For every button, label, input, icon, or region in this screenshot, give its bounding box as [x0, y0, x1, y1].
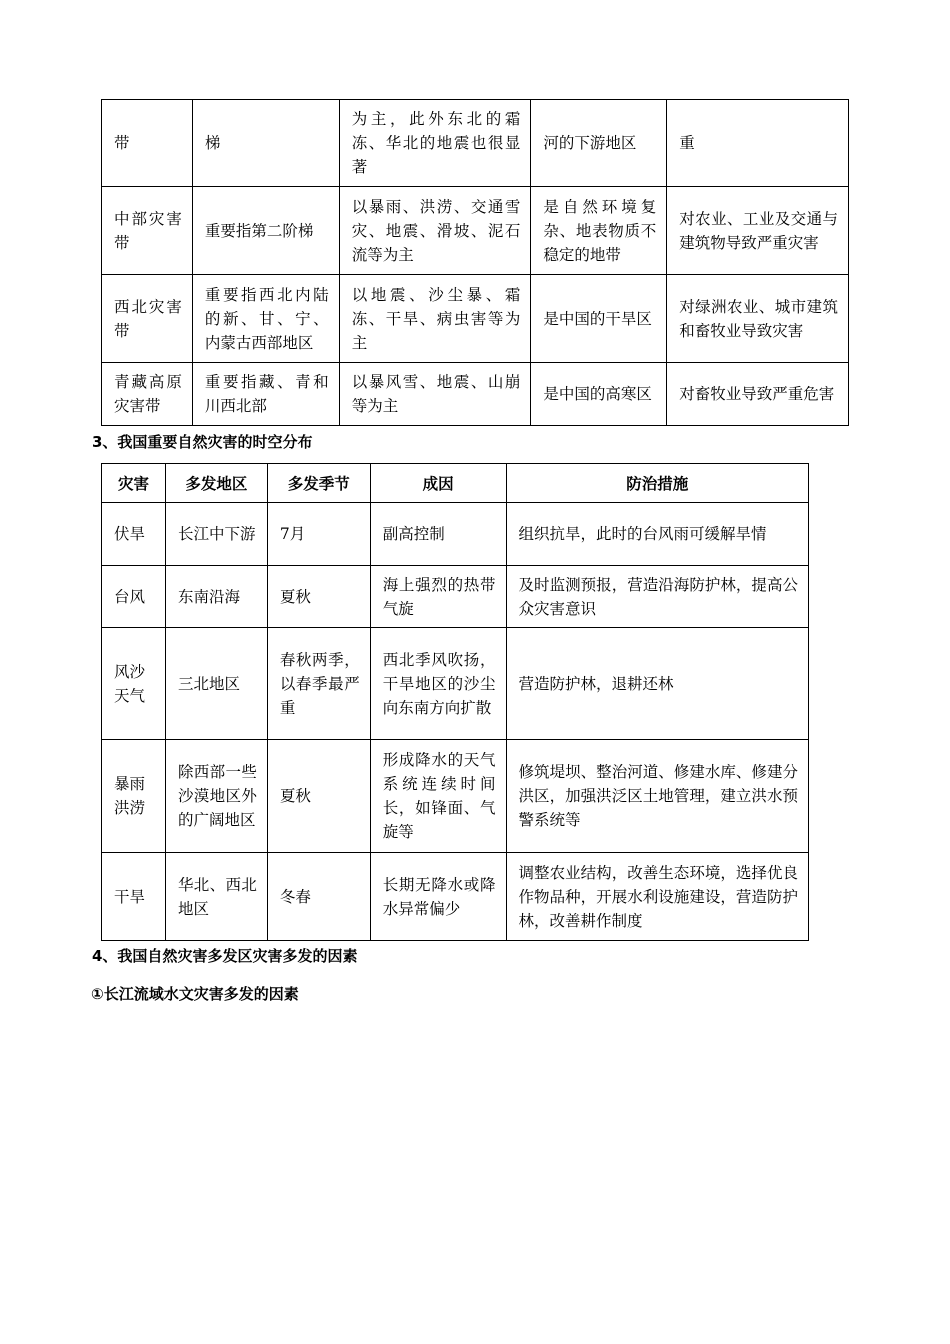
table-cell: 7月 — [267, 503, 370, 566]
table-cell: 华北、西北地区 — [165, 853, 267, 941]
table-cell: 以暴雨、洪涝、交通雪灾、地震、滑坡、泥石流等为主 — [339, 187, 531, 275]
table-cell: 梯 — [192, 100, 339, 187]
table-cell: 重要指第二阶梯 — [192, 187, 339, 275]
table-header: 多发地区 — [165, 464, 267, 503]
table-row — [102, 853, 809, 941]
table-header: 防治措施 — [506, 464, 808, 503]
table-cell: 对绿洲农业、城市建筑和畜牧业导致灾害 — [667, 275, 849, 363]
table-cell: 台风 — [102, 566, 166, 628]
table-cell: 重要指西北内陆的新、甘、宁、内蒙古西部地区 — [192, 275, 339, 363]
table-cell: 西北灾害带 — [102, 275, 193, 363]
table-row — [102, 187, 849, 275]
table-row — [102, 628, 809, 740]
table-cell: 河的下游地区 — [531, 100, 667, 187]
table-cell: 是中国的高寒区 — [531, 363, 667, 426]
table-cell: 带 — [102, 100, 193, 187]
disaster-belt-table — [101, 99, 849, 426]
table-cell: 风沙天气 — [102, 628, 166, 740]
table-row — [102, 503, 809, 566]
table-cell: 是自然环境复杂、地表物质不稳定的地带 — [531, 187, 667, 275]
table-cell: 夏秋 — [267, 566, 370, 628]
table-cell: 为主，此外东北的霜冻、华北的地震也很显著 — [339, 100, 531, 187]
table-cell: 长期无降水或降水异常偏少 — [370, 853, 506, 941]
table-row — [102, 275, 849, 363]
table-row — [102, 740, 809, 853]
table-row — [102, 566, 809, 628]
table-cell: 重要指藏、青和川西北部 — [192, 363, 339, 426]
table-cell: 冬春 — [267, 853, 370, 941]
table-header: 成因 — [370, 464, 506, 503]
table-cell: 除西部一些沙漠地区外的广阔地区 — [165, 740, 267, 853]
table-header: 多发季节 — [267, 464, 370, 503]
section-heading-4: 4、我国自然灾害多发区灾害多发的因素 — [92, 947, 358, 965]
table-cell: 调整农业结构，改善生态环境，选择优良作物品种，开展水利设施建设，营造防护林，改善耕作制度 — [506, 853, 808, 941]
disaster-distribution-table — [101, 463, 809, 941]
table-row — [102, 363, 849, 426]
table-cell: 西北季风吹扬，干旱地区的沙尘向东南方向扩散 — [370, 628, 506, 740]
table-cell: 修筑堤坝、整治河道、修建水库、修建分洪区，加强洪泛区土地管理，建立洪水预警系统等 — [506, 740, 808, 853]
table-cell: 夏秋 — [267, 740, 370, 853]
table-cell: 对畜牧业导致严重危害 — [667, 363, 849, 426]
table-cell: 以暴风雪、地震、山崩等为主 — [339, 363, 531, 426]
table-cell: 副高控制 — [370, 503, 506, 566]
table-cell: 营造防护林，退耕还林 — [506, 628, 808, 740]
table-cell: 及时监测预报，营造沿海防护林，提高公众灾害意识 — [506, 566, 808, 628]
table-cell: 是中国的干旱区 — [531, 275, 667, 363]
table-cell: 暴雨洪涝 — [102, 740, 166, 853]
table-cell: 青藏高原灾害带 — [102, 363, 193, 426]
table-cell: 三北地区 — [165, 628, 267, 740]
table-cell: 干旱 — [102, 853, 166, 941]
table-cell: 以地震、沙尘暴、霜冻、干旱、病虫害等为主 — [339, 275, 531, 363]
table-cell: 重 — [667, 100, 849, 187]
table-cell: 东南沿海 — [165, 566, 267, 628]
table-header: 灾害 — [102, 464, 166, 503]
table-cell: 组织抗旱，此时的台风雨可缓解旱情 — [506, 503, 808, 566]
table-cell: 形成降水的天气系统连续时间长，如锋面、气旋等 — [370, 740, 506, 853]
table-cell: 伏旱 — [102, 503, 166, 566]
table-row — [102, 100, 849, 187]
table-cell: 长江中下游 — [165, 503, 267, 566]
table-cell: 海上强烈的热带气旋 — [370, 566, 506, 628]
table-cell: 对农业、工业及交通与建筑物导致严重灾害 — [667, 187, 849, 275]
table-cell: 中部灾害带 — [102, 187, 193, 275]
table-header-row — [102, 464, 809, 503]
subsection-heading: ①长江流域水文灾害多发的因素 — [91, 985, 299, 1003]
table-cell: 春秋两季，以春季最严重 — [267, 628, 370, 740]
section-heading-3: 3、我国重要自然灾害的时空分布 — [92, 433, 313, 451]
